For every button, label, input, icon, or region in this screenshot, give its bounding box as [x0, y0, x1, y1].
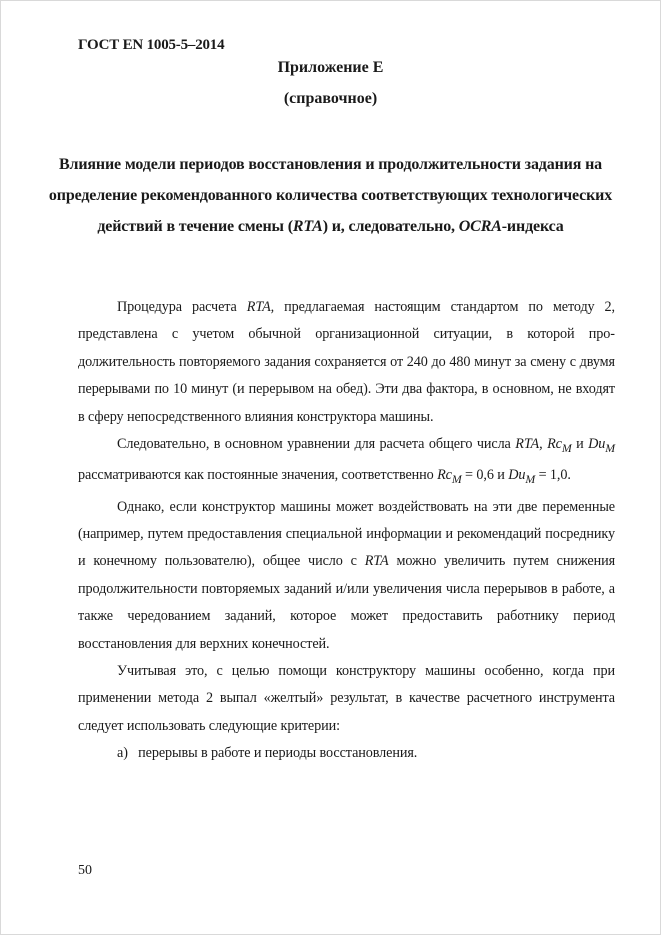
p1-text-b: предлагаемая настоящим стандартом по методу 2, представлена с учетом обычной организационной ситуации, в которой продолжительность повторяемого задания сохраняется от 240 до 480 минут за смену с двумя перерывами по 10 минут (и перерывом на обед). Эти два фактора, в основном, не входят в сферу непосредственного влияния конструктора машины. — [78, 299, 615, 425]
p2-rc: Rc — [547, 436, 562, 453]
p3-text-b: можно увеличить путем снижения продолжительности повторяемых заданий и/или увеличения числа перерывов в работе, а также чередованием заданий, которое может предоставить работнику период восстановления для верхних конечностей. — [78, 553, 615, 652]
list-item-a-marker: а) — [117, 745, 128, 762]
list-item-a-text: перерывы в работе и периоды восстановления. — [138, 745, 418, 762]
p2-rta: RTA, — [515, 436, 543, 453]
p1-text-a: Процедура расчета — [117, 299, 247, 315]
p2-text-a: Следовательно, в основном уравнении для расчета общего числа — [117, 436, 516, 453]
appendix-type: (справочное) — [283, 90, 378, 107]
list-item-a — [78, 740, 615, 767]
section-title — [40, 149, 621, 242]
section-title-part3: -индекса — [501, 218, 564, 235]
p1-rta: RTA, — [246, 299, 275, 315]
document-code: ГОСТ EN 1005-5–2014 — [78, 37, 225, 53]
p2-du-2: Du — [508, 467, 526, 484]
p3-text-a: Однако, если конструктор машины может воздействовать на эти две переменные (например, путем предоставления специальной информации и рекомендаций посреднику и конечному пользователю), общее число с — [78, 498, 615, 570]
paragraph-3 — [78, 494, 615, 658]
p2-du-2-subscript: M — [525, 472, 536, 487]
p2-and: и — [571, 436, 589, 453]
section-title-rta: RTA — [292, 218, 323, 235]
section-title-ocra: OCRA — [458, 218, 502, 235]
section-title-part2: ) и, следовательно, — [322, 218, 459, 235]
p2-text-b: рассматриваются как постоянные значения, соответственно — [78, 467, 438, 484]
body-text — [78, 294, 615, 768]
p2-value-1: = 0,6 и — [461, 467, 509, 484]
page-number: 50 — [78, 863, 92, 878]
p2-du-subscript: M — [605, 440, 615, 455]
p2-du: Du — [588, 436, 606, 453]
paragraph-2 — [78, 431, 615, 493]
p2-rc-2-subscript: M — [451, 472, 462, 487]
p2-rc-2: Rc — [437, 467, 452, 484]
section-title-part1: Влияние модели периодов восстановления и продолжительности задания на определение рекомендованного количества соответствующих технологических действий в течение смены ( — [48, 156, 613, 235]
paragraph-1 — [78, 294, 615, 431]
appendix-label: Приложение Е — [277, 59, 384, 76]
p2-value-2: = 1,0. — [535, 467, 571, 484]
p3-rta: RTA — [364, 553, 389, 570]
p2-rc-subscript: M — [561, 440, 572, 455]
paragraph-4: Учитывая это, с целью помощи конструктору машины особенно, когда при применении метода 2 выпал «желтый» результат, в качестве расчетного инструмента следует использовать следующие критерии: — [78, 662, 615, 734]
